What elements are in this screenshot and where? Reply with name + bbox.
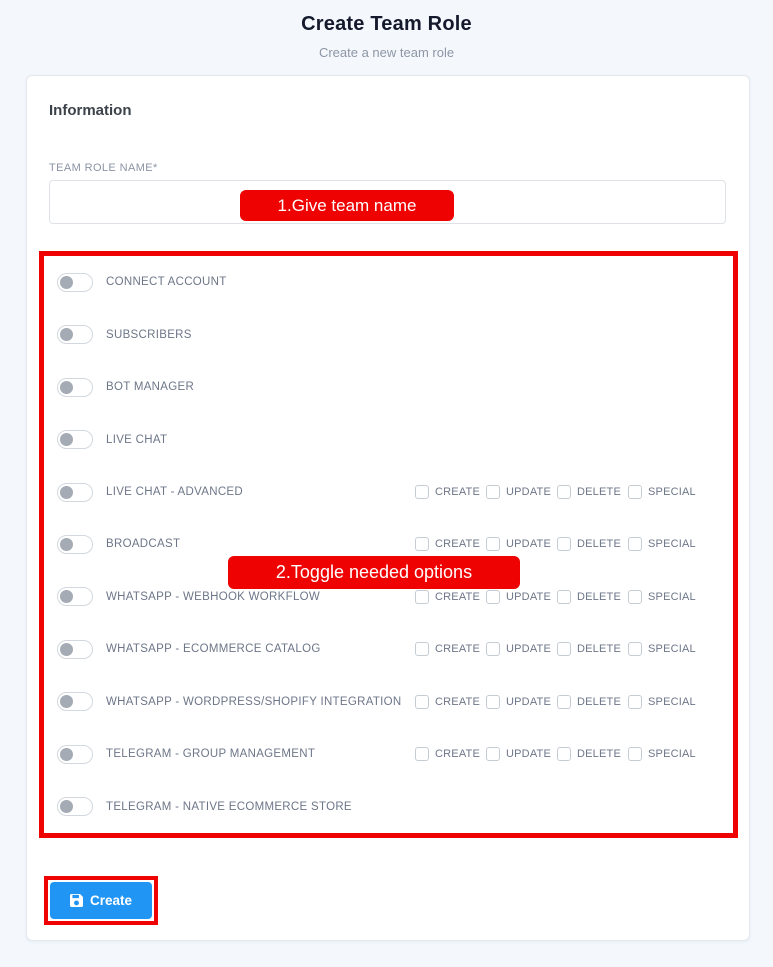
update-checkbox[interactable]: [486, 485, 500, 499]
create-checkbox[interactable]: [415, 695, 429, 709]
cb-item-special: [628, 695, 699, 709]
permission-row-1: [44, 256, 733, 308]
delete-checkbox[interactable]: [557, 695, 571, 709]
permission-row-label: LIVE CHAT - ADVANCED: [106, 486, 244, 499]
checkbox-label: UPDATE: [506, 695, 552, 708]
checkbox-label: DELETE: [577, 748, 621, 761]
checkbox-label: CREATE: [435, 695, 481, 708]
checkbox-label: SPECIAL: [648, 486, 696, 499]
permission-toggle[interactable]: [57, 692, 93, 711]
permissions-box: [39, 251, 738, 838]
permission-row-11: [44, 781, 733, 833]
special-checkbox[interactable]: [628, 642, 642, 656]
page-title: Create Team Role: [301, 13, 472, 35]
permission-row-4: [44, 413, 733, 465]
toggle-knob: [60, 276, 73, 289]
cb-item-special: [628, 537, 699, 551]
permission-toggle[interactable]: [57, 325, 93, 344]
permission-row-label: CONNECT ACCOUNT: [106, 276, 227, 289]
create-checkbox[interactable]: [415, 537, 429, 551]
special-checkbox[interactable]: [628, 695, 642, 709]
cb-item-create: [415, 590, 486, 604]
special-checkbox[interactable]: [628, 537, 642, 551]
permission-checkbox-group: [415, 695, 699, 709]
checkbox-label: UPDATE: [506, 538, 552, 551]
cb-item-create: [415, 642, 486, 656]
toggle-knob: [60, 486, 73, 499]
toggle-knob: [60, 800, 73, 813]
special-checkbox[interactable]: [628, 747, 642, 761]
checkbox-label: CREATE: [435, 643, 481, 656]
annotation-step2: 2.Toggle needed options: [228, 556, 520, 589]
update-checkbox[interactable]: [486, 747, 500, 761]
checkbox-label: DELETE: [577, 486, 621, 499]
delete-checkbox[interactable]: [557, 537, 571, 551]
permission-checkbox-group: [415, 485, 699, 499]
checkbox-label: UPDATE: [506, 643, 552, 656]
permission-toggle[interactable]: [57, 430, 93, 449]
permission-toggle[interactable]: [57, 273, 93, 292]
delete-checkbox[interactable]: [557, 747, 571, 761]
toggle-knob: [60, 328, 73, 341]
toggle-knob: [60, 643, 73, 656]
permission-checkbox-group: [415, 537, 699, 551]
toggle-knob: [60, 433, 73, 446]
checkbox-label: SPECIAL: [648, 748, 696, 761]
update-checkbox[interactable]: [486, 590, 500, 604]
cb-item-delete: [557, 747, 628, 761]
checkbox-label: UPDATE: [506, 486, 552, 499]
cb-item-update: [486, 642, 557, 656]
permission-checkbox-group: [415, 590, 699, 604]
create-button[interactable]: [50, 882, 152, 919]
checkbox-label: SPECIAL: [648, 643, 696, 656]
create-checkbox[interactable]: [415, 642, 429, 656]
permission-toggle[interactable]: [57, 797, 93, 816]
checkbox-label: UPDATE: [506, 748, 552, 761]
permission-row-label: BOT MANAGER: [106, 381, 195, 394]
toggle-knob: [60, 590, 73, 603]
checkbox-label: DELETE: [577, 695, 621, 708]
cb-item-delete: [557, 642, 628, 656]
create-button-annotation-box: [44, 876, 158, 925]
cb-item-delete: [557, 485, 628, 499]
cb-item-update: [486, 537, 557, 551]
permission-row-8: [44, 623, 733, 675]
permission-row-label: TELEGRAM - NATIVE ECOMMERCE STORE: [106, 800, 352, 813]
permission-toggle[interactable]: [57, 378, 93, 397]
create-checkbox[interactable]: [415, 590, 429, 604]
cb-item-special: [628, 485, 699, 499]
special-checkbox[interactable]: [628, 485, 642, 499]
cb-item-create: [415, 747, 486, 761]
cb-item-update: [486, 485, 557, 499]
cb-item-create: [415, 485, 486, 499]
permission-row-2: [44, 308, 733, 360]
update-checkbox[interactable]: [486, 537, 500, 551]
update-checkbox[interactable]: [486, 695, 500, 709]
permission-row-label: LIVE CHAT: [106, 433, 168, 446]
checkbox-label: CREATE: [435, 538, 481, 551]
checkbox-label: DELETE: [577, 538, 621, 551]
permission-row-label: WHATSAPP - ECOMMERCE CATALOG: [106, 643, 321, 656]
cb-item-update: [486, 695, 557, 709]
permission-toggle[interactable]: [57, 640, 93, 659]
page-header: [0, 0, 773, 60]
checkbox-label: DELETE: [577, 590, 621, 603]
create-checkbox[interactable]: [415, 747, 429, 761]
save-icon: [70, 894, 83, 907]
toggle-knob: [60, 695, 73, 708]
section-title: Information: [49, 102, 132, 119]
special-checkbox[interactable]: [628, 590, 642, 604]
delete-checkbox[interactable]: [557, 642, 571, 656]
permission-row-label: WHATSAPP - WORDPRESS/SHOPIFY INTEGRATION: [106, 695, 402, 708]
cb-item-special: [628, 590, 699, 604]
permission-row-label: BROADCAST: [106, 538, 181, 551]
permission-checkbox-group: [415, 747, 699, 761]
permission-row-5: [44, 466, 733, 518]
cb-item-create: [415, 537, 486, 551]
permission-row-9: [44, 676, 733, 728]
team-role-name-label: TEAM ROLE NAME*: [49, 162, 158, 174]
cb-item-update: [486, 590, 557, 604]
permission-row-label: TELEGRAM - GROUP MANAGEMENT: [106, 748, 316, 761]
create-button-label: Create: [89, 893, 133, 908]
toggle-knob: [60, 748, 73, 761]
cb-item-special: [628, 747, 699, 761]
checkbox-label: CREATE: [435, 590, 481, 603]
permission-toggle[interactable]: [57, 483, 93, 502]
page-subtitle: Create a new team role: [318, 45, 455, 60]
cb-item-delete: [557, 537, 628, 551]
delete-checkbox[interactable]: [557, 485, 571, 499]
toggle-knob: [60, 538, 73, 551]
cb-item-delete: [557, 590, 628, 604]
checkbox-label: SPECIAL: [648, 590, 696, 603]
delete-checkbox[interactable]: [557, 590, 571, 604]
cb-item-update: [486, 747, 557, 761]
annotation-step1: 1.Give team name: [240, 190, 454, 221]
permission-row-label: SUBSCRIBERS: [106, 328, 192, 341]
checkbox-label: SPECIAL: [648, 538, 696, 551]
permission-row-label: WHATSAPP - WEBHOOK WORKFLOW: [106, 590, 321, 603]
create-checkbox[interactable]: [415, 485, 429, 499]
cb-item-create: [415, 695, 486, 709]
checkbox-label: SPECIAL: [648, 695, 696, 708]
cb-item-special: [628, 642, 699, 656]
checkbox-label: UPDATE: [506, 590, 552, 603]
update-checkbox[interactable]: [486, 642, 500, 656]
permission-checkbox-group: [415, 642, 699, 656]
permission-toggle[interactable]: [57, 587, 93, 606]
permission-toggle[interactable]: [57, 745, 93, 764]
permission-toggle[interactable]: [57, 535, 93, 554]
permission-row-10: [44, 728, 733, 780]
checkbox-label: CREATE: [435, 486, 481, 499]
cb-item-delete: [557, 695, 628, 709]
permission-row-3: [44, 361, 733, 413]
checkbox-label: CREATE: [435, 748, 481, 761]
checkbox-label: DELETE: [577, 643, 621, 656]
toggle-knob: [60, 381, 73, 394]
